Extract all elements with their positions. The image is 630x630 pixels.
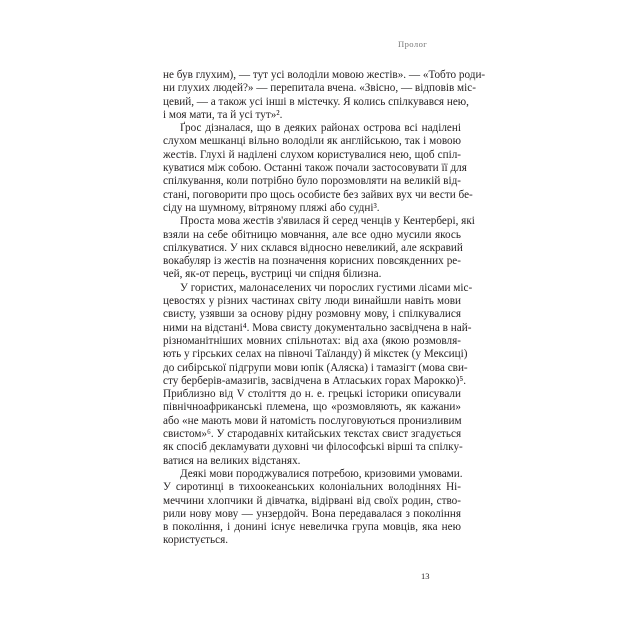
text-line: як спосіб декламувати духовні чи філософські вірші та спілку- (163, 441, 463, 454)
text-line: жестів. Глухі й наділені слухом користувалися нею, щоб спіл- (163, 148, 461, 161)
text-line: свисту, узявши за основу рідну розмовну мову, і спілкувалися (163, 308, 461, 321)
text-line: свистом»⁶. У стародавніх китайських текстах свист згадується (163, 428, 462, 441)
running-head: Пролог (398, 39, 428, 49)
text-line: до сибірської підгрупи мови юпік (Аляска) і тамазігт (мова сви- (163, 361, 468, 374)
text-line: різноманітніших мовних спільнотах: від аха (якою розмовля- (163, 334, 461, 347)
text-line: стані, поговорити про щось особисте без зайвих вух чи вести бе- (163, 188, 473, 201)
text-line: взяли на себе обітницю мовчання, але все одно мусили якось (163, 228, 461, 241)
paragraph-1 (163, 69, 486, 122)
text-line: цевостях у різних частинах світу люди винайшли навіть мови (163, 295, 461, 308)
text-line: сіду на шумному, вітряному пляжі або судні³. (163, 201, 380, 214)
paragraph-5 (163, 468, 461, 548)
text-line: користується. (163, 534, 229, 547)
text-line: північноафриканські племена, що «розмовляють, як кажани» (163, 401, 461, 414)
text-line: ють у гірських селах на півночі Таїланду) й мікстек (у Мексиці) (163, 348, 468, 361)
text-line: сту берберів-амазигів, засвідчена в Атлаських горах Марокко)⁵. (163, 374, 467, 387)
text-line: Ґрос дізналася, що в деяких районах острова всі наділені (180, 122, 461, 135)
text-line: ватися на великих відстанях. (163, 454, 301, 467)
paragraph-3 (163, 215, 475, 281)
text-line: Приблизно від V століття до н. е. грецькі історики описували (163, 388, 461, 401)
text-line: цевий, — а також усі інші в містечку. Я колись спілкувався нею, (163, 95, 469, 108)
text-line: куватися між собою. Останні також почали застосовувати її для (163, 162, 467, 175)
text-line: і моя мати, та й усі тут»². (163, 108, 283, 121)
text-line: спілкуватися. У них склався відносно невеликий, але яскравий (163, 241, 463, 254)
text-line: спілкування, коли потрібно було порозмовляти на великій від- (163, 175, 461, 188)
text-line: ними на відстані⁴. Мова свисту документально засвідчена в най- (163, 321, 472, 334)
text-line: або «не мають мови й натомість послуговуються пронизливим (163, 414, 462, 427)
page-number: 13 (421, 571, 430, 581)
text-line: не був глухим), — тут усі володіли мовою жестів». — «Тобто роди- (163, 69, 486, 81)
text-line: Деякі мови породжувалися потребою, кризовими умовами. (180, 467, 463, 480)
paragraph-4 (163, 281, 473, 468)
paragraph-2 (163, 122, 473, 215)
body-text (163, 69, 486, 548)
text-line: в покоління, і донині існує невеличка група мовців, яка нею (163, 521, 461, 534)
text-line: вокабуляр із жестів на позначення корисних повсякденних ре- (163, 255, 461, 268)
text-line: У сиротинці в тихоокеанських колоніальних володіннях Ні- (163, 481, 461, 494)
text-line: меччини хлопчики й дівчатка, відірвані від своїх родин, ство- (163, 494, 461, 507)
text-line: У гористих, малонаселених чи порослих густими лісами міс- (180, 281, 473, 294)
text-line: рили нову мову — унзердойч. Вона передавалася з покоління (163, 507, 461, 520)
text-line: Проста мова жестів з'явилася й серед ченців у Кентербері, які (180, 215, 475, 228)
text-line: ни глухих людей?» — перепитала вчена. «Звісно, — відповів міс- (163, 82, 476, 95)
text-line: слухом мешканці вільно володіли як англійською, так і мовою (163, 135, 461, 148)
text-line: чей, як-от перець, вустриці чи спідня білизна. (163, 268, 382, 281)
